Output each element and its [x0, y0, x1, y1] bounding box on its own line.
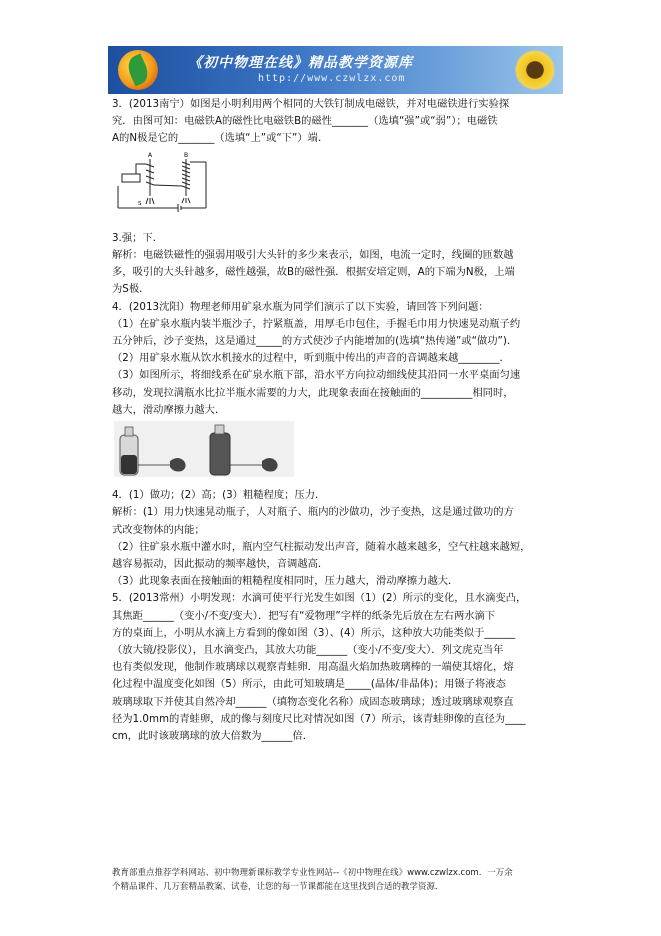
q4-analysis-line-1: 解析：(1）用力快速晃动瓶子，人对瓶子、瓶内的沙做功，沙子变热，这是通过做功的方 [112, 506, 514, 519]
q4-analysis-line-2: 式改变物体的内能； [112, 523, 205, 536]
half-bottle-sand [121, 455, 137, 474]
q5-line-6: 化过程中温度变化如图（5）所示，由此可知玻璃是_____(晶体/非晶体)；用镊子将液态 [112, 678, 506, 691]
q4-analysis-line-3: （2）往矿泉水瓶中灌水时，瓶内空气柱振动发出声音，随着水越来越多，空气柱越来越短， [112, 540, 531, 553]
q3-analysis-line-1: 解析：电磁铁磁性的强弱用吸引大头针的多少来表示，如图，电流一定时，线圈的匝数越 [112, 249, 514, 262]
q4-answer: 4．(1）做功；(2）高；(3）粗糙程度；压力． [112, 489, 326, 502]
q5-line-5: 也有类似发现，他制作玻璃球以观察青蛙卵．用高温火焰加热玻璃棒的一端使其熔化，熔 [112, 661, 514, 674]
banner-url: http://www.czwlzx.com [258, 73, 406, 84]
q3-analysis-line-2: 多，吸引的大头针越多，磁性越强，故B的磁性强．根据安培定则，A的下端为N极，上端 [112, 266, 515, 279]
q4-stem-line-2: （1）在矿泉水瓶内装半瓶沙子，拧紧瓶盖，用厚毛巾包住，手握毛巾用力快速晃动瓶子约 [112, 317, 521, 330]
q4-analysis-line-4: 越容易振动，因此振动的频率越快，音调越高． [112, 558, 329, 571]
q3-stem-line-3: A的N极是它的_______（选填“上”或“下”）端． [112, 132, 329, 145]
electromagnet-figure [114, 150, 552, 226]
pins-a [146, 198, 154, 204]
q4-stem-line-1: 4．(2013沈阳）物理老师用矿泉水瓶为同学们演示了以下实验，请回答下列问题： [112, 300, 489, 313]
q5-line-4: （放大镜/投影仪），且水滴变凸，其放大功能______（变小/不变/变大）．列文虎克当年 [112, 644, 504, 657]
switch-label-s: S [138, 200, 142, 207]
q5-line-9: cm，此时该玻璃球的放大倍数为______倍． [112, 730, 314, 743]
q4-stem-line-4: （2）用矿泉水瓶从饮水机接水的过程中，听到瓶中传出的声音的音调越来越________． [112, 352, 510, 365]
q4-analysis-line-5: （3）此现象表面在接触面的粗糙程度相同时，压力越大，滑动摩擦力越大． [112, 575, 459, 588]
q3-stem-line-2: 究．由图可知：电磁铁A的磁性比电磁铁B的磁性_______（选填“强”或“弱”）；电磁铁 [112, 115, 498, 128]
q4-stem-line-6: 移动，发现拉满瓶水比拉半瓶水需要的力大，此现象表面在接触面的__________相同时， [112, 386, 514, 399]
bottle-pull-figure [114, 421, 552, 483]
q5-line-3: 方的桌面上，小明从水滴上方看到的像如图（3）、(4）所示，这种放大功能类似于______ [112, 626, 516, 639]
site-banner [108, 46, 563, 94]
q3-analysis-line-3: 为S极． [112, 283, 150, 296]
q3-stem-line-1: 3．(2013南宁）如图是小明利用两个相同的大铁钉制成电磁铁，并对电磁铁进行实验探 [112, 98, 510, 110]
footer-line-1: 教育部重点推荐学科网站、初中物理新课标教学专业性网站--《初中物理在线》www.czwlzx.com．一万余 [112, 868, 513, 878]
document-body [112, 96, 552, 745]
q5-line-2: 其焦距______（变小/不变/变大）．把写有“爱物理”字样的纸条先后放在左右两水滴下 [112, 609, 496, 622]
pins-b [182, 198, 190, 203]
q5-line-1: 5．(2013常州）小明发现：水滴可使平行光发生如图（1）(2）所示的变化，且水滴变凸， [112, 592, 527, 605]
sunflower-icon [515, 50, 555, 90]
q4-stem-line-5: （3）如图所示，将细线系在矿泉水瓶下部，沿水平方向拉动细线使其沿同一水平桌面匀速 [112, 369, 521, 382]
q4-stem-line-7: 越大，滑动摩擦力越大． [112, 403, 226, 416]
banner-title: 《初中物理在线》精品教学资源库 [188, 55, 413, 71]
nail-label-b: B [184, 151, 189, 159]
q5-line-7: 玻璃球取下并使其自然冷却______（填物态变化名称）成固态玻璃球；透过玻璃球观察直 [112, 695, 514, 708]
full-bottle [210, 433, 230, 475]
footer-line-2: 个精品课件、几万套精品教案、试卷，让您的每一节课都能在这里找到合适的教学资源． [112, 882, 444, 892]
nail-label-a: A [148, 151, 153, 159]
q3-answer: 3.强；下． [112, 231, 164, 244]
sliding-rheostat [122, 174, 140, 182]
page-footer [112, 866, 562, 894]
q4-stem-line-3: 五分钟后，沙子变热，这是通过_____的方式使沙子内能增加的(选填“热传递”或“做功”)． [112, 335, 518, 348]
q5-line-8: 径为1.0mm的青蛙卵，成的像与刻度尺比对情况如图（7）所示，该青蛙卵像的直径为____ [112, 712, 526, 725]
